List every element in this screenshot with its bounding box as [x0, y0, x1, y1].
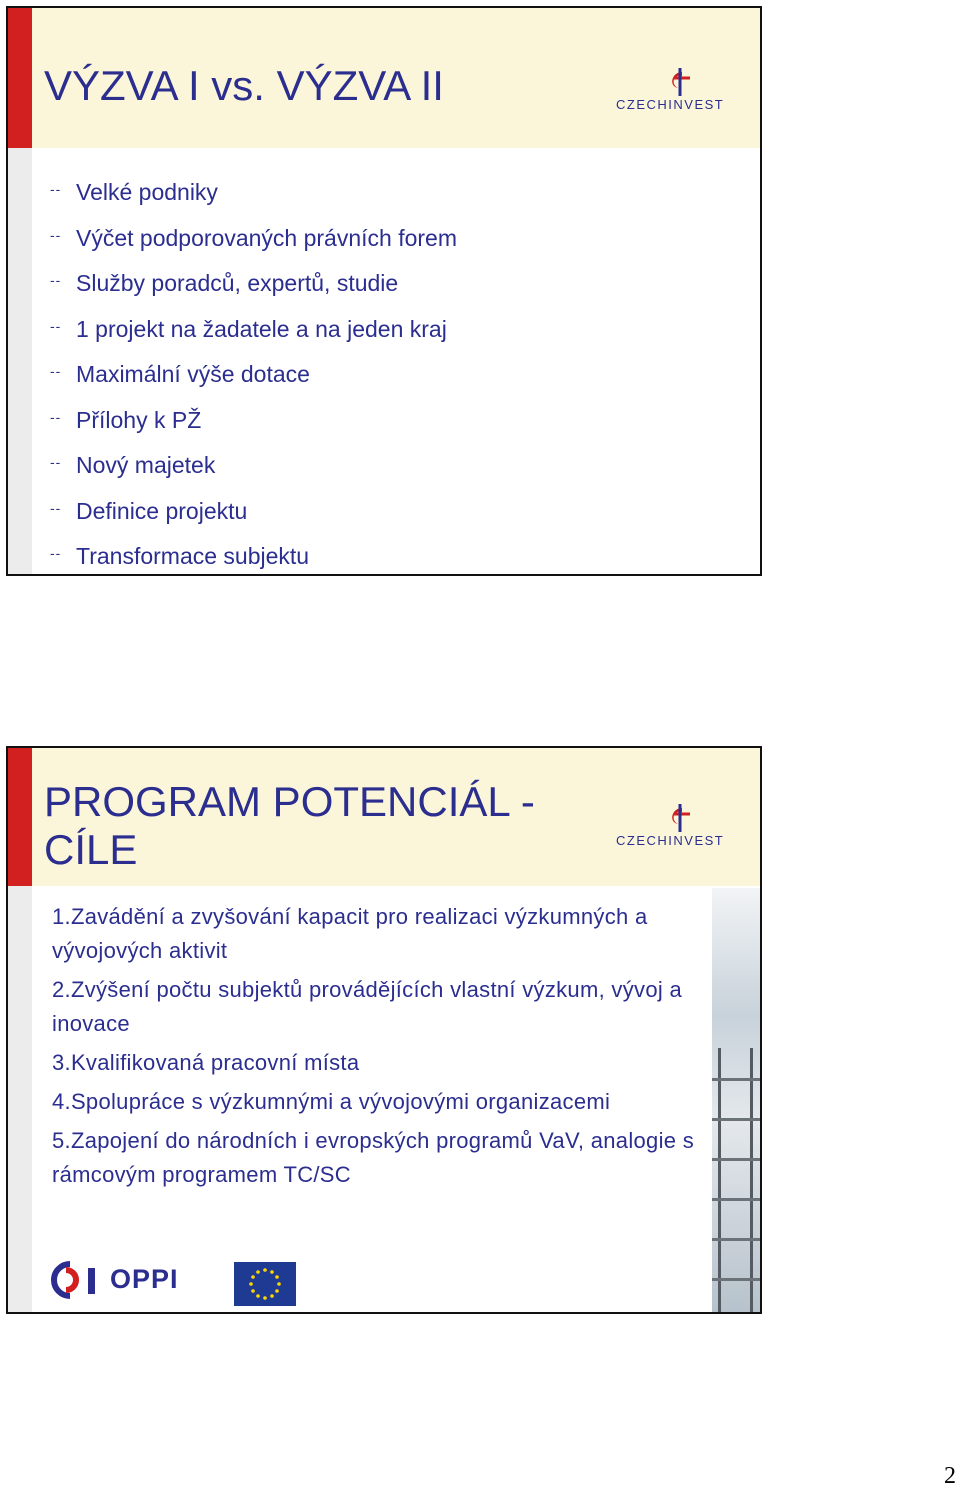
- eu-flag-icon: [234, 1262, 296, 1306]
- dash-bullet: --: [50, 226, 62, 243]
- slide-side-strip: [8, 148, 32, 574]
- list-item: -- 1 projekt na žadatele a na jeden kraj: [50, 305, 457, 351]
- page-number: 2: [944, 1463, 956, 1489]
- dash-bullet: --: [50, 454, 62, 470]
- dash-bullet: --: [50, 181, 62, 197]
- czechinvest-logo-mark-icon: [616, 66, 736, 100]
- list-item: -- Služby poradců, expertů, studie: [50, 259, 457, 305]
- slide-program-potencial: [6, 746, 762, 1314]
- oppi-logo: [48, 1260, 188, 1300]
- ladder-rung: [712, 1198, 760, 1201]
- slide-accent-bar: [8, 8, 32, 148]
- czechinvest-logo-text: CZECHINVEST: [616, 97, 725, 112]
- dash-bullet: --: [50, 272, 62, 288]
- ladder-rung: [712, 1238, 760, 1241]
- goals-list: [52, 900, 732, 1197]
- list-item: -- Velké podniky: [50, 168, 457, 214]
- dash-bullet: --: [50, 545, 62, 561]
- oppi-logo-text: OPPI: [110, 1264, 179, 1294]
- dash-bullet: --: [50, 408, 62, 425]
- ladder-rail: [750, 1048, 753, 1312]
- czechinvest-logo: [616, 802, 736, 848]
- list-item: 2.Zvýšení počtu subjektů provádějících vlastní výzkum, vývoj a inovace: [52, 977, 682, 1036]
- list-item: -- Definice projektu: [50, 487, 457, 533]
- list-item: 1.Zavádění a zvyšování kapacit pro realizaci výzkumných a vývojových aktivit: [52, 904, 648, 963]
- dash-bullet: --: [50, 363, 62, 379]
- dash-bullet: --: [50, 499, 62, 516]
- feature-list: [50, 168, 457, 576]
- list-item: -- Nový majetek: [50, 441, 457, 487]
- list-item: 4.Spolupráce s výzkumnými a vývojovými organizacemi: [52, 1089, 611, 1114]
- czechinvest-logo-text: CZECHINVEST: [616, 833, 725, 848]
- list-item: -- Transformace subjektu: [50, 532, 457, 576]
- list-item: 3.Kvalifikovaná pracovní místa: [52, 1050, 360, 1075]
- slide-vyzva-comparison: [6, 6, 762, 576]
- slide-side-strip: [8, 886, 32, 1312]
- czechinvest-logo: [616, 66, 736, 112]
- slide-title: VÝZVA I vs. VÝZVA II: [44, 62, 444, 109]
- ladder-rung: [712, 1278, 760, 1281]
- slide-accent-bar: [8, 748, 32, 886]
- eu-stars-icon: [234, 1262, 296, 1306]
- list-item: -- Přílohy k PŽ: [50, 396, 457, 442]
- list-item: -- Výčet podporovaných právních forem: [50, 214, 457, 260]
- list-item: 5.Zapojení do národních i evropských programů VaV, analogie s rámcovým programem TC/SC: [52, 1128, 695, 1187]
- czechinvest-logo-mark-icon: [616, 802, 736, 836]
- slide-title: PROGRAM POTENCIÁL - CÍLE: [44, 778, 535, 873]
- dash-bullet: --: [50, 317, 62, 334]
- oppi-logo-mark-icon: [48, 1260, 108, 1300]
- list-item: -- Maximální výše dotace: [50, 350, 457, 396]
